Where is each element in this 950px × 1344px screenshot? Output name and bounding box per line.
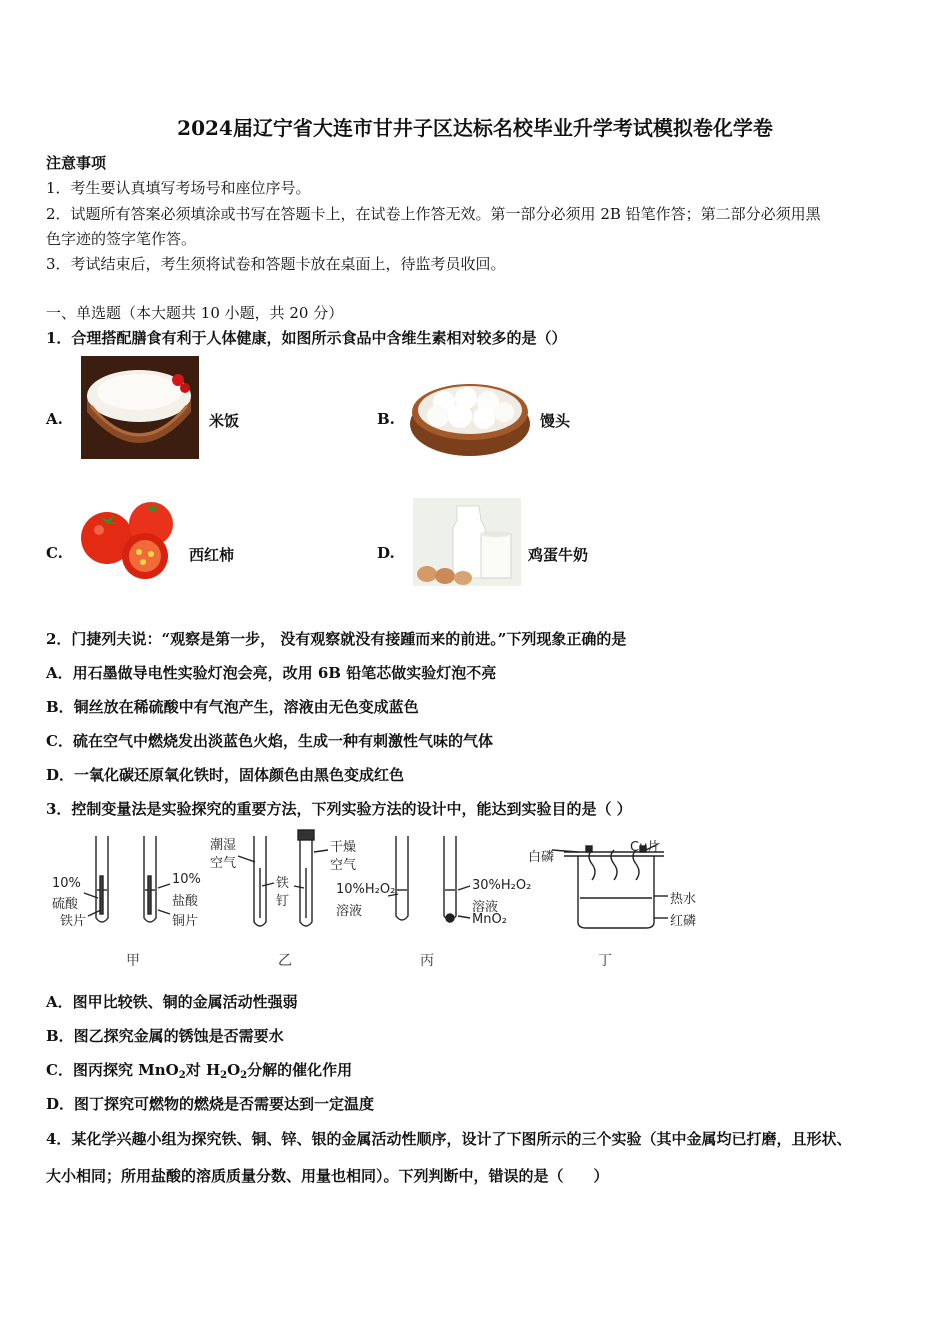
fig-label: 红磷 bbox=[670, 914, 697, 929]
option-letter-d: D. bbox=[377, 544, 395, 562]
fig-label: Cu片 bbox=[630, 840, 661, 855]
notice-heading: 注意事项 bbox=[46, 154, 107, 172]
notice-item: 3．考试结束后，考生须将试卷和答题卡放在桌面上，待监考员收回。 bbox=[46, 255, 506, 273]
fig-label: 10% bbox=[172, 872, 201, 887]
question-4-stem-line1: 4．某化学兴趣小组为探究铁、铜、锌、银的金属活动性顺序，设计了下图所示的三个实验（其中金属均已打磨，且形状、 bbox=[46, 1130, 852, 1148]
question-2-option-d: D．一氧化碳还原氧化铁时，固体颜色由黑色变成红色 bbox=[46, 766, 405, 784]
question-3-option-a: A．图甲比较铁、铜的金属活动性强弱 bbox=[46, 993, 298, 1011]
fig-label: 铜片 bbox=[172, 914, 199, 929]
option-letter-b: B. bbox=[377, 410, 395, 428]
fig-label: 热水 bbox=[670, 892, 697, 907]
fig-label: 空气 bbox=[210, 856, 237, 871]
fig-label: 钉 bbox=[276, 894, 290, 909]
option-letter-c: C. bbox=[46, 544, 63, 562]
question-1-stem: 1．合理搭配膳食有利于人体健康，如图所示食品中含维生素相对较多的是（） bbox=[46, 329, 567, 347]
exam-title: 2024届辽宁省大连市甘井子区达标名校毕业升学考试模拟卷化学卷 bbox=[177, 116, 773, 140]
option-letter-a: A. bbox=[46, 410, 63, 428]
question-2-option-a: A．用石墨做导电性实验灯泡会亮，改用 6B 铅笔芯做实验灯泡不亮 bbox=[46, 664, 497, 682]
question-3-option-c: C．图丙探究 MnO$_2$对 $H_2O_2$分解的催化作用 bbox=[46, 1061, 353, 1081]
question-3-option-d: D．图丁探究可燃物的燃烧是否需要达到一定温度 bbox=[46, 1095, 375, 1113]
fig-label: 铁片 bbox=[60, 914, 87, 929]
fig-label: 30%H₂O₂ bbox=[472, 878, 532, 893]
fig-label: 铁 bbox=[276, 876, 290, 891]
fig-label: 干燥 bbox=[330, 840, 357, 855]
fig-label: 10% bbox=[52, 876, 81, 891]
fig-caption-ding: 丁 bbox=[598, 953, 612, 969]
section-heading: 一、单选题（本大题共 10 小题，共 20 分） bbox=[46, 304, 344, 322]
fig-label: 潮湿 bbox=[210, 838, 237, 853]
question-3-option-b: B．图乙探究金属的锈蚀是否需要水 bbox=[46, 1027, 284, 1045]
eggs-milk-icon bbox=[413, 498, 521, 586]
question-4-stem-line2: 大小相同；所用盐酸的溶质质量分数、用量也相同）。下列判断中，错误的是（ ） bbox=[46, 1167, 609, 1185]
fig-label: 10%H₂O₂ bbox=[336, 882, 396, 897]
option-caption-c: 西红柿 bbox=[189, 546, 235, 564]
notice-item: 1．考生要认真填写考场号和座位序号。 bbox=[46, 179, 311, 197]
fig-label: MnO₂ bbox=[472, 912, 507, 927]
notice-item: 色字迹的签字笔作答。 bbox=[46, 230, 197, 248]
fig-label: 溶液 bbox=[472, 900, 499, 915]
fig-label: 白磷 bbox=[528, 850, 555, 865]
fig-caption-jia: 甲 bbox=[126, 953, 140, 969]
tomatoes-icon bbox=[77, 498, 179, 580]
fig-caption-bing: 丙 bbox=[420, 953, 434, 969]
question-3-stem: 3．控制变量法是实验探究的重要方法，下列实验方法的设计中，能达到实验目的是（ ） bbox=[46, 800, 632, 818]
question-2-stem: 2．门捷列夫说：“观察是第一步， 没有观察就没有接踵而来的前进。”下列现象正确的是 bbox=[46, 630, 627, 648]
experiment-figure bbox=[46, 828, 726, 976]
option-caption-d: 鸡蛋牛奶 bbox=[528, 546, 589, 564]
fig-caption-yi: 乙 bbox=[278, 953, 292, 969]
option-caption-a: 米饭 bbox=[209, 412, 240, 430]
fig-label: 盐酸 bbox=[172, 894, 199, 909]
fig-label: 溶液 bbox=[336, 904, 363, 919]
notice-item: 2．试题所有答案必须填涂或书写在答题卡上，在试卷上作答无效。第一部分必须用 2B 铅笔作答；第二部分必须用黑 bbox=[46, 205, 821, 223]
steamed-buns-icon bbox=[408, 372, 532, 458]
fig-label: 空气 bbox=[330, 858, 357, 873]
option-caption-b: 馒头 bbox=[540, 412, 571, 430]
question-2-option-c: C．硫在空气中燃烧发出淡蓝色火焰，生成一种有刺激性气味的气体 bbox=[46, 732, 493, 750]
question-2-option-b: B．铜丝放在稀硫酸中有气泡产生，溶液由无色变成蓝色 bbox=[46, 698, 419, 716]
rice-bowl-icon bbox=[81, 356, 199, 459]
fig-label: 硫酸 bbox=[52, 897, 79, 912]
